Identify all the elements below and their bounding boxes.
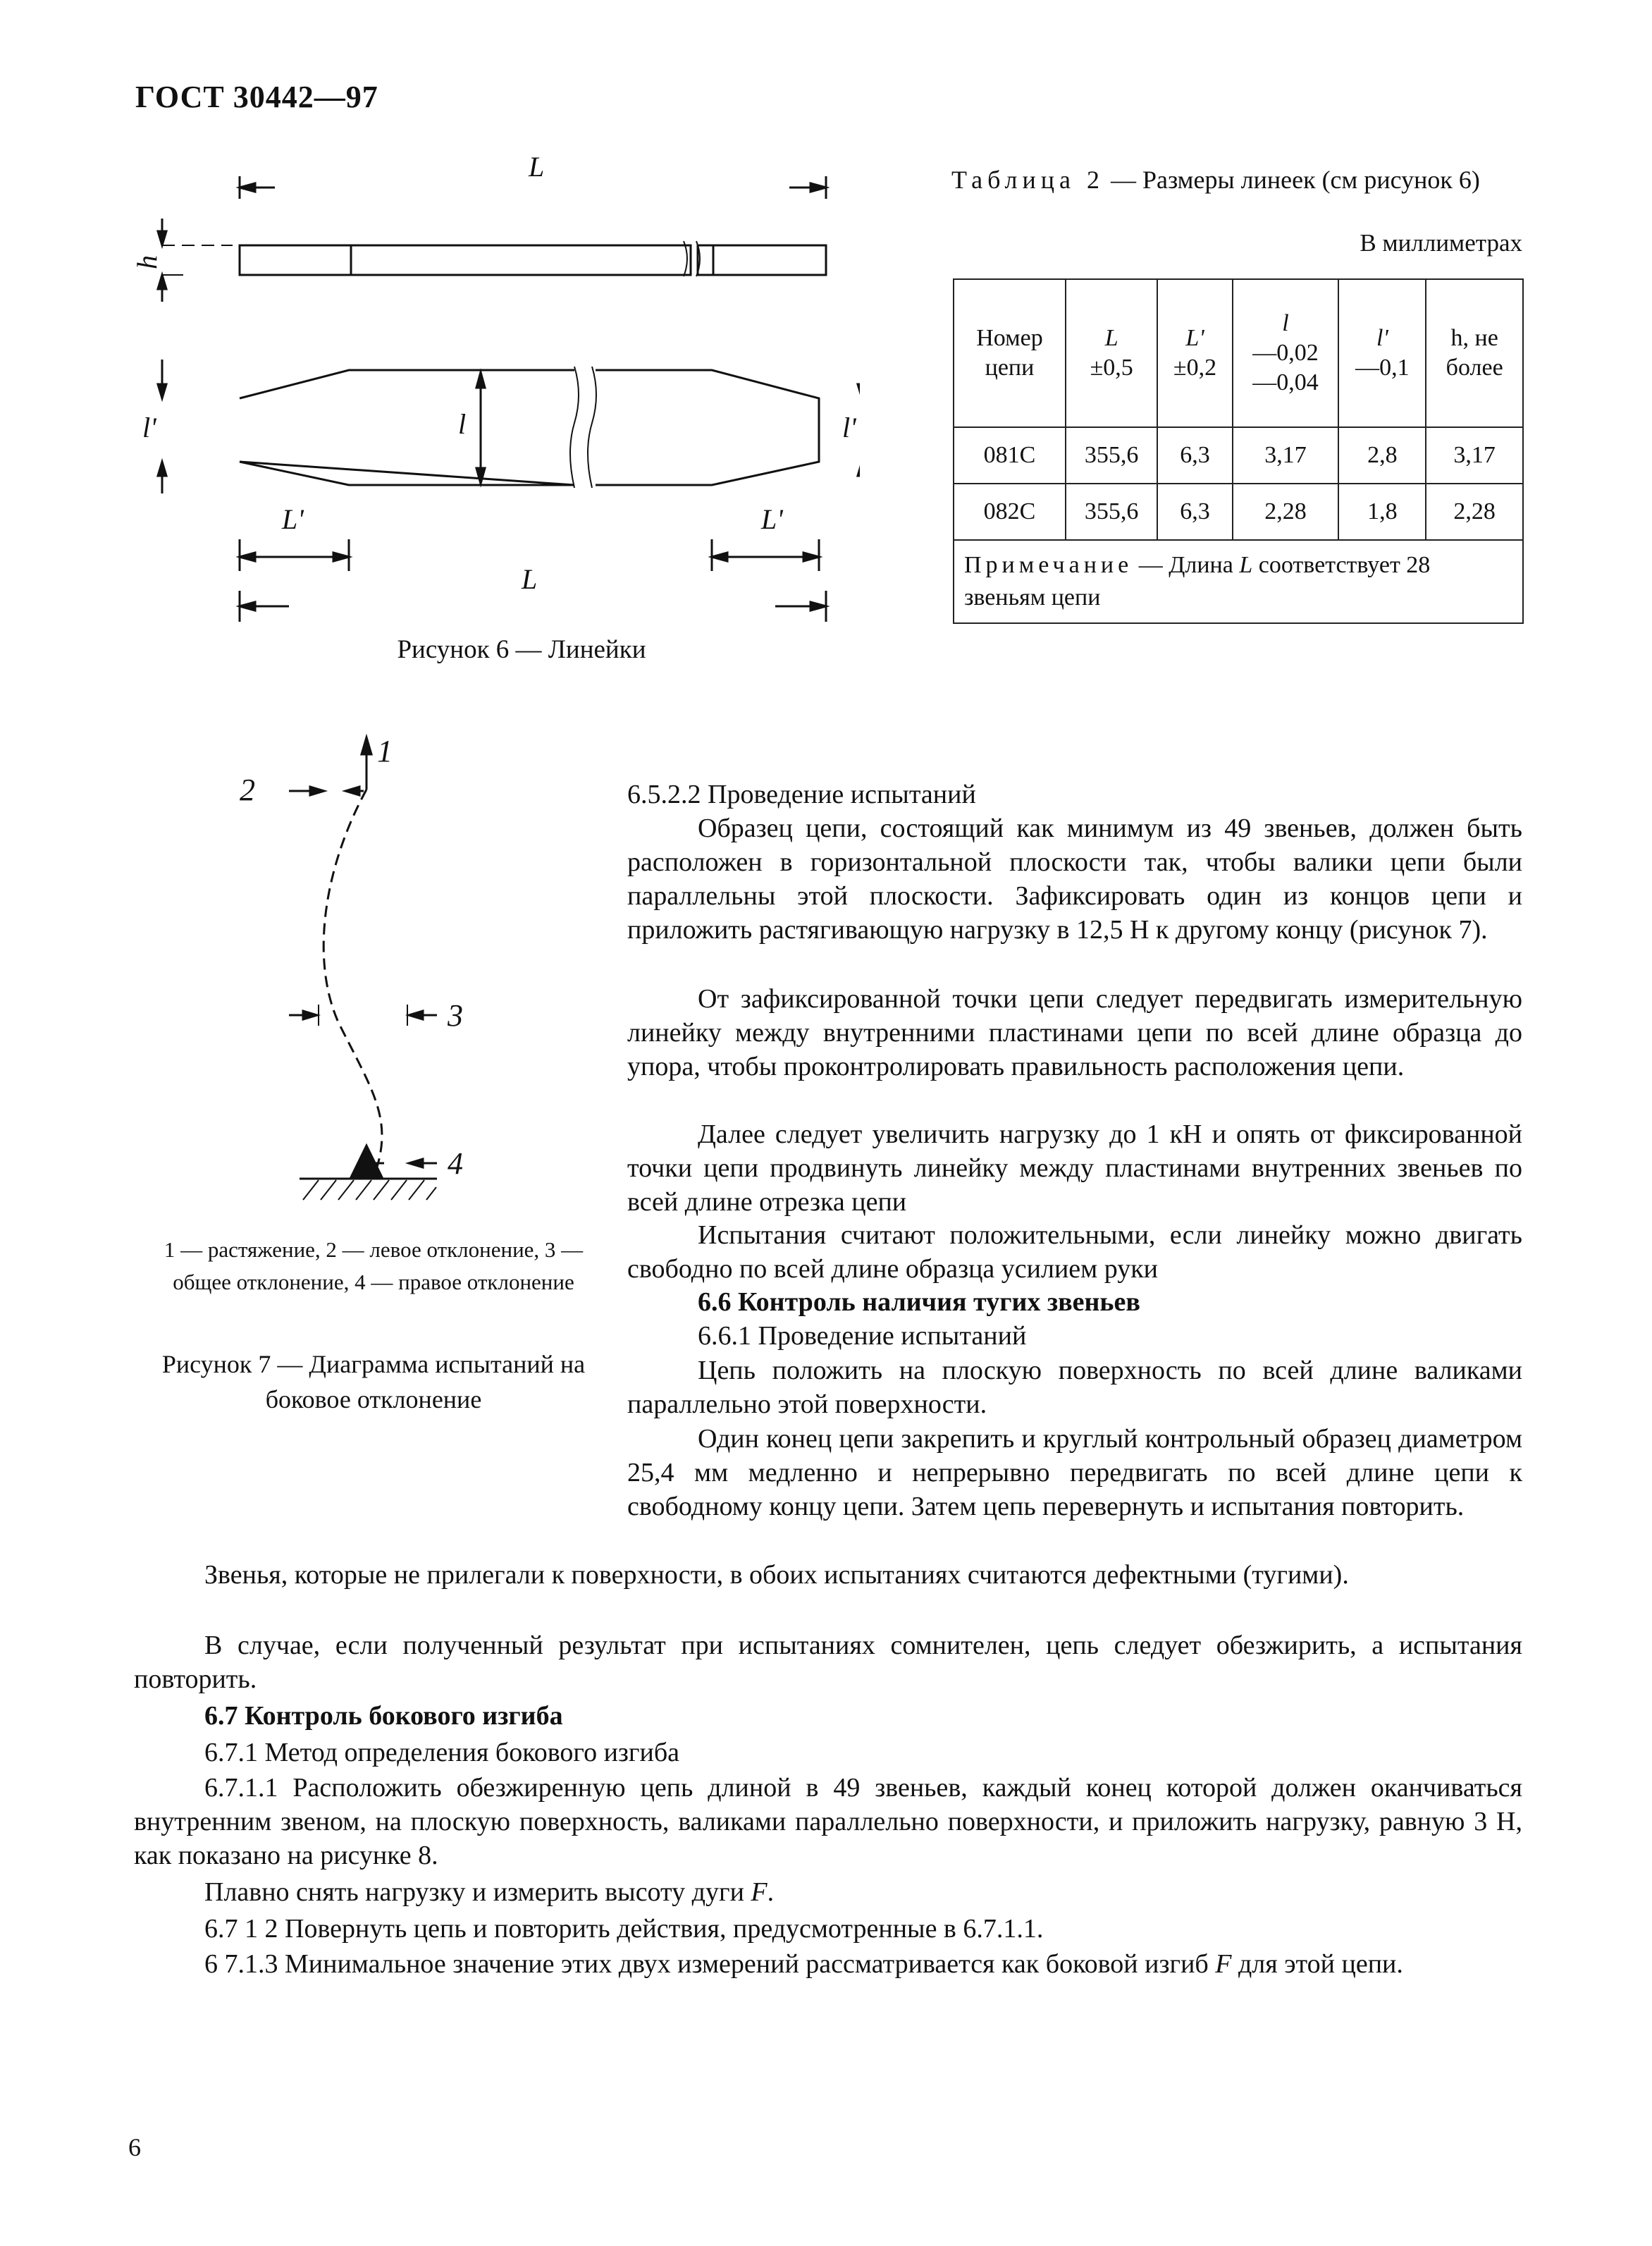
table-2-title-text: — Размеры линеек (см рисунок 6)	[1104, 166, 1480, 194]
section-6-6-1-heading: 6.6.1 Проведение испытаний	[698, 1321, 1027, 1351]
table-cell: 2,28	[1426, 484, 1523, 540]
section-6-6-p4: В случае, если полученный результат при испытаниях сомнителен, цепь следует обезжирить, а испытания повторить.	[134, 1631, 1522, 1694]
table-2-units: В миллиметрах	[1360, 229, 1522, 257]
table-cell: 2,28	[1233, 484, 1339, 540]
section-6-5-2-2-p3: Далее следует увеличить нагрузку до 1 кН и опять от фиксированной точки цепи продвинуть линейку между пластинами внутренних звеньев по всей длине отрезка цепи	[627, 1119, 1522, 1217]
section-6-7-heading: 6.7 Контроль бокового изгиба	[204, 1701, 563, 1731]
figure-7-diagram	[233, 726, 465, 1220]
label-3: 3	[448, 998, 463, 1033]
figure-7-legend: 1 — растяжение, 2 — левое отклонение, 3 — общее отклонение, 4 — правое отклонение	[164, 1237, 584, 1294]
label-1: 1	[377, 734, 393, 768]
table-note-row	[954, 540, 1523, 623]
section-6-5-2-2-p1: Образец цепи, состоящий как минимум из 49 звеньев, должен быть расположен в горизонтальной плоскости так, чтобы валики цепи были параллельны этой плоскости. Зафиксировать один из концов цепи и приложить растягивающую нагрузку в 12,5 Н к другому концу (рисунок 7).	[627, 814, 1522, 945]
col-header: l —0,02 —0,04	[1233, 279, 1339, 427]
col-header: L ±0,5	[1066, 279, 1157, 427]
dim-L-prime-right: L'	[761, 503, 783, 535]
table-cell: 082С	[954, 484, 1066, 540]
dim-L-top: L	[529, 151, 545, 183]
dim-l-prime-right: l'	[842, 412, 856, 443]
section-6-6-p2: Один конец цепи закрепить и круглый контрольный образец диаметром 25,4 мм медленно и непрерывно передвигать по всей длине цепи к свободному концу цепи. Затем цепь перевернуть и испытания повторить.	[627, 1424, 1522, 1521]
table-cell: 081С	[954, 427, 1066, 484]
table-2	[953, 278, 1524, 624]
table-cell: 355,6	[1066, 427, 1157, 484]
page-number: 6	[128, 2133, 141, 2161]
dim-h: h	[131, 255, 163, 269]
table-cell: 6,3	[1157, 484, 1232, 540]
section-6-6-p1: Цепь положить на плоскую поверхность по всей длине валиками параллельно этой поверхности.	[627, 1356, 1522, 1419]
table-row	[954, 427, 1523, 484]
table-cell: 355,6	[1066, 484, 1157, 540]
table-note: Примечание — Длина L соответствует 28 звеньям цепи	[954, 540, 1523, 623]
table-cell: 3,17	[1426, 427, 1523, 484]
table-cell: 2,8	[1338, 427, 1426, 484]
label-2: 2	[240, 773, 255, 807]
section-6-5-2-2-p2: От зафиксированной точки цепи следует передвигать измерительную линейку между внутренними пластинами цепи по всей длине образца до упора, чтобы проконтролировать правильность расположения цепи.	[627, 984, 1522, 1081]
figure-7-caption: Рисунок 7 — Диаграмма испытаний на боковое отклонение	[161, 1350, 586, 1413]
section-6-7-p3: 6.7 1 2 Повернуть цепь и повторить действия, предусмотренные в 6.7.1.1.	[204, 1914, 1044, 1944]
dim-L-bottom: L	[522, 563, 538, 595]
col-header: L' ±0,2	[1157, 279, 1232, 427]
section-6-6-heading: 6.6 Контроль наличия тугих звеньев	[698, 1287, 1140, 1317]
table-header-row	[954, 279, 1523, 427]
document-code: ГОСТ 30442—97	[135, 80, 378, 114]
section-6-5-2-2-p4: Испытания считают положительными, если линейку можно двигать свободно по всей длине образца усилием руки	[627, 1220, 1522, 1284]
dim-L-prime-left: L'	[282, 503, 304, 535]
table-2-label: Таблица 2	[951, 166, 1104, 194]
col-header: l' —0,1	[1338, 279, 1426, 427]
table-2-title	[951, 164, 1529, 196]
table-cell: 6,3	[1157, 427, 1232, 484]
table-cell: 1,8	[1338, 484, 1426, 540]
table-row	[954, 484, 1523, 540]
col-header: h, не более	[1426, 279, 1523, 427]
table-cell: 3,17	[1233, 427, 1339, 484]
dim-l: l	[458, 408, 467, 440]
section-6-7-p4: 6 7.1.3 Минимальное значение этих двух измерений рассматривается как боковой изгиб F для этой цепи.	[204, 1949, 1403, 1979]
section-6-7-p2: Плавно снять нагрузку и измерить высоту дуги F.	[204, 1877, 775, 1907]
dim-l-prime-left: l'	[142, 412, 156, 443]
label-4: 4	[448, 1146, 463, 1181]
section-6-7-1-heading: 6.7.1 Метод определения бокового изгиба	[204, 1738, 680, 1767]
figure-6-rulers	[106, 148, 860, 642]
section-6-5-2-2-heading: 6.5.2.2 Проведение испытаний	[627, 780, 976, 809]
section-6-6-p3: Звенья, которые не прилегали к поверхности, в обоих испытаниях считаются дефектными (тугими).	[204, 1560, 1349, 1590]
section-6-7-p1: 6.7.1.1 Расположить обезжиренную цепь длиной в 49 звеньев, каждый конец которой должен оканчиваться внутренним звеном, на плоскую поверхность, валиками параллельно поверхности, и приложить нагрузку, равную 3 Н, как показано на рисунке 8.	[134, 1773, 1522, 1870]
figure-6-caption: Рисунок 6 — Линейки	[397, 635, 646, 664]
col-header: Номер цепи	[954, 279, 1066, 427]
